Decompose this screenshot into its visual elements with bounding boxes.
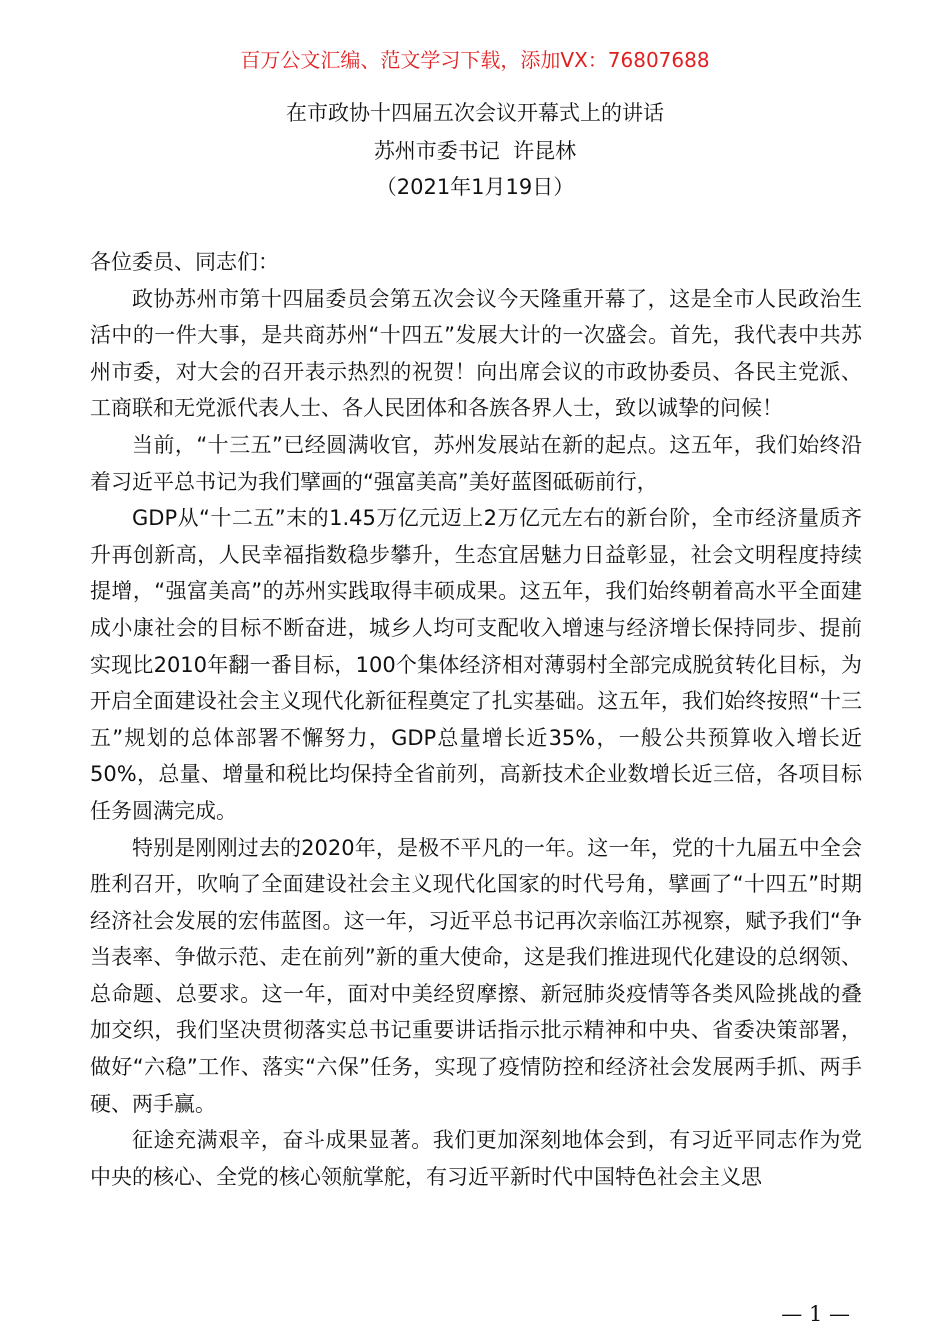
speech-date: （2021年1月19日） [375,175,575,199]
page-number: — 1 — [781,1302,850,1326]
paragraph: GDP从“十二五”末的1.45万亿元迈上2万亿元左右的新台阶，全市经济量质齐升再创新高，人民幸福指数稳步攀升，生态宜居魅力日益彰显，社会文明程度持续提增，“强富美高”的苏州实践取得丰硕成果。这五年，我们始终朝着高水平全面建成小康社会的目标不断奋进，城乡人均可支配收入增速与经济增长保持同步、提前实现比2010年翻一番目标，100个集体经济相对薄弱村全部完成脱贫转化目标，为开启全面建设社会主义现代化新征程奠定了扎实基础。这五年，我们始终按照“十三五”规划的总体部署不懈努力，GDP总量增长近35%，一般公共预算收入增长近50%，总量、增量和税比均保持全省前列，高新技术企业数增长近三倍，各项目标任务圆满完成。 [90,506,862,823]
speaker-line: 苏州市委书记 许昆林 [373,139,577,163]
speech-title: 在市政协十四届五次会议开幕式上的讲话 [286,101,664,125]
salutation: 各位委员、同志们： [90,250,279,274]
speech-body [90,244,862,1195]
paragraph: 征途充满艰辛，奋斗成果显著。我们更加深刻地体会到，有习近平同志作为党中央的核心、全党的核心领航掌舵，有习近平新时代中国特色社会主义思 [90,1128,862,1189]
paragraph: 当前，“十三五”已经圆满收官，苏州发展站在新的起点。这五年，我们始终沿着习近平总书记为我们擘画的“强富美高”美好蓝图砥砺前行， [90,432,862,494]
paragraph: 特别是刚刚过去的2020年，是极不平凡的一年。这一年，党的十九届五中全会胜利召开，吹响了全面建设社会主义现代化国家的时代号角，擘画了“十四五”时期经济社会发展的宏伟蓝图。这一年，习近平总书记再次亲临江苏视察，赋予我们“争当表率、争做示范、走在前列”新的重大使命，这是我们推进现代化建设的总纲领、总命题、总要求。这一年，面对中美经贸摩擦、新冠肺炎疫情等各类风险挑战的叠加交织，我们坚决贯彻落实总书记重要讲话指示批示精神和中央、省委决策部署，做好“六稳”工作、落实“六保”任务，实现了疫情防控和经济社会发展两手抓、两手硬、两手赢。 [90,835,862,1116]
watermark-banner: 百万公文汇编、范文学习下载，添加VX：76807688 [240,48,710,72]
paragraph: 政协苏州市第十四届委员会第五次会议今天隆重开幕了，这是全市人民政治生活中的一件大事，是共商苏州“十四五”发展大计的一次盛会。首先，我代表中共苏州市委，对大会的召开表示热烈的祝贺！向出席会议的市政协委员、各民主党派、工商联和无党派代表人士、各人民团体和各族各界人士，致以诚挚的问候！ [90,286,862,421]
